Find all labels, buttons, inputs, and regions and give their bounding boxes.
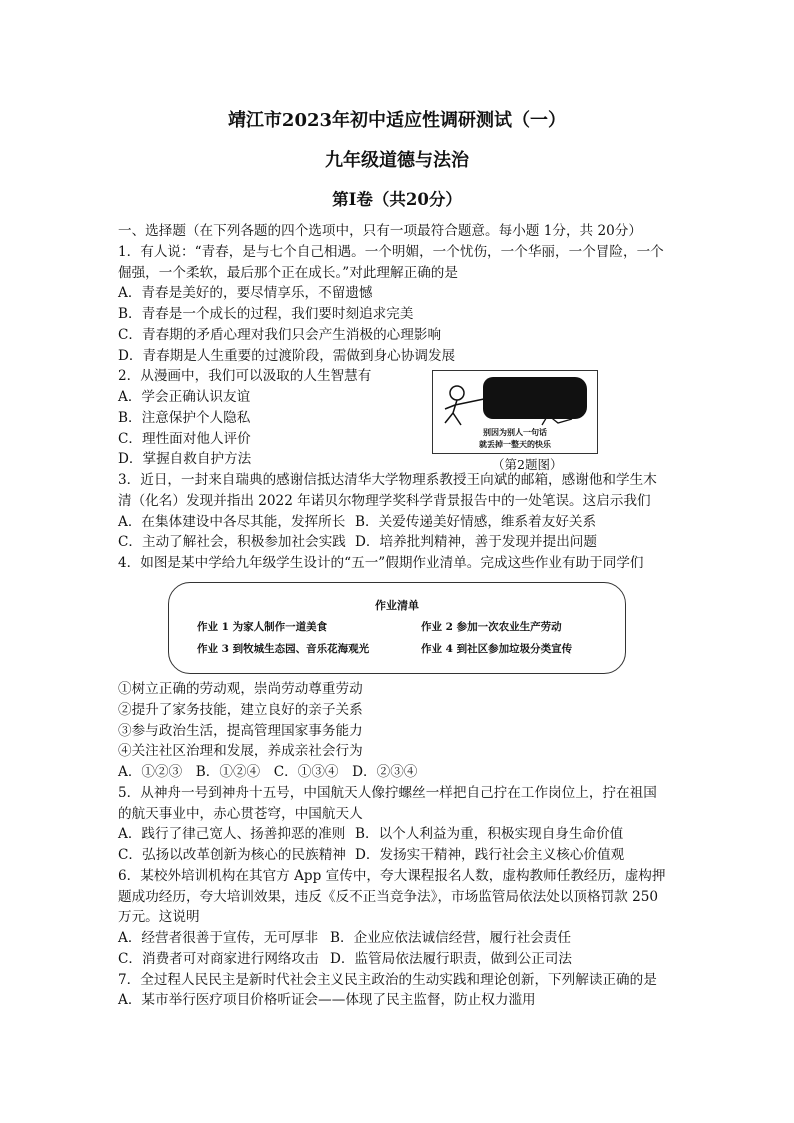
q5-option-d: D．发扬实干精神，践行社会主义核心价值观 xyxy=(355,847,625,863)
q6-options-row xyxy=(118,928,698,949)
q6-option-a: A．经营者很善于宣传，无可厚非 xyxy=(118,930,319,946)
q2-cartoon xyxy=(432,370,598,454)
homework-list-box xyxy=(168,582,626,674)
subject-title: 九年级道德与法治 xyxy=(325,150,469,171)
q2-figure-caption: （第2题图） xyxy=(492,457,563,472)
section-heading: 一、选择题（在下列各题的四个选项中，只有一项最符合题意。每小题 1分，共 20分） xyxy=(118,223,642,239)
q1-option-c: C．青春期的矛盾心理对我们只会产生消极的心理影响 xyxy=(118,326,442,343)
q6-options-row xyxy=(118,949,698,970)
q2-option-a: A．学会正确认识友谊 xyxy=(118,389,251,405)
q5-option-c: C．弘扬以改革创新为核心的民族精神 xyxy=(118,847,346,863)
q1-stem: 倔强，一个柔软，最后那个正在成长。”对此理解正确的是 xyxy=(118,264,458,281)
q4-statement-4: ④关注社区治理和发展，养成亲社会行为 xyxy=(118,743,363,760)
q3-options-row xyxy=(118,532,698,553)
q3-option-b: B．关爱传递美好情感，维系着友好关系 xyxy=(355,513,597,530)
homework-item: 作业 1 为家人制作一道美食 xyxy=(197,621,328,633)
q3-option-a: A．在集体建设中各尽其能，发挥所长 xyxy=(118,513,346,530)
q1-option-a: A．青春是美好的，要尽情享乐，不留遗憾 xyxy=(118,285,373,302)
q4-options: A．①②③ B．①②④ C．①③④ D．②③④ xyxy=(118,764,418,780)
q1-stem: 1．有人说：“青春，是与七个自己相遇。一个明媚，一个忧伤，一个华丽，一个冒险，一个 xyxy=(118,243,664,260)
q7-stem: 7．全过程人民民主是新时代社会主义民主政治的生动实践和理论创新，下列解读正确的是 xyxy=(118,971,657,988)
q3-stem: 清（化名）发现并指出 2022 年诺贝尔物理学奖科学背景报告中的一处笔误。这启示我们 xyxy=(118,492,651,509)
q6-stem: 万元。这说明 xyxy=(118,909,200,926)
q5-options-row xyxy=(118,824,698,845)
q6-stem: 题成功经历，夸大培训效果，违反《反不正当竞争法》，市场监管局依法处以顶格罚款 250 xyxy=(118,888,659,905)
q3-stem: 3．近日，一封来自瑞典的感谢信抵达清华大学物理系教授王向斌的邮箱，感谢他和学生木 xyxy=(118,472,657,488)
q6-option-d: D．监管局依法履行职责，做到公正司法 xyxy=(330,950,572,967)
q6-option-c: C．消费者可对商家进行网络攻击 xyxy=(118,950,319,967)
q2-stem: 2．从漫画中，我们可以汲取的人生智慧有 xyxy=(118,368,372,385)
homework-item: 作业 2 参加一次农业生产劳动 xyxy=(421,621,562,633)
cartoon-caption-line: 就丢掉一整天的快乐 xyxy=(479,439,551,449)
q1-option-b: B．青春是一个成长的过程，我们要时刻追求完美 xyxy=(118,306,414,322)
q4-statement-2: ②提升了家务技能，建立良好的亲子关系 xyxy=(118,701,363,718)
q6-stem: 6．某校外培训机构在其官方 App 宣传中，夸大课程报名人数，虚构教师任教经历，虚构押 xyxy=(118,867,666,884)
q2-option-d: D．掌握自救自护方法 xyxy=(118,451,252,468)
part-title: 第Ⅰ卷（共20分） xyxy=(332,190,462,209)
homework-list-title: 作业清单 xyxy=(375,599,419,612)
homework-item: 作业 4 到社区参加垃圾分类宣传 xyxy=(421,643,573,655)
q5-option-b: B．以个人利益为重，积极实现自身生命价值 xyxy=(355,826,624,843)
homework-item: 作业 3 到牧城生态园、音乐花海观光 xyxy=(197,643,370,655)
q4-stem: 4．如图是某中学给九年级学生设计的“五一”假期作业清单。完成这些作业有助于同学们 xyxy=(118,555,644,571)
q3-option-d: D．培养批判精神，善于发现并提出问题 xyxy=(355,534,597,551)
q7-option-a: A．某市举行医疗项目价格听证会——体现了民主监督，防止权力滥用 xyxy=(118,992,536,1009)
q5-stem: 5．从神舟一号到神舟十五号，中国航天人像拧螺丝一样把自己拧在工作岗位上，拧在祖国 xyxy=(118,784,657,801)
questions-block-2 xyxy=(118,679,698,1011)
exam-title: 靖江市2023年初中适应性调研测试（一） xyxy=(227,110,567,131)
cartoon-caption-line: 别因为别人一句话 xyxy=(483,427,547,437)
q2-option-b: B．注意保护个人隐私 xyxy=(118,409,251,426)
q2-option-c: C．理性面对他人评价 xyxy=(118,430,251,447)
q5-option-a: A．践行了律己宽人、扬善抑恶的准则 xyxy=(118,826,346,843)
q3-option-c: C．主动了解社会，积极参加社会实践 xyxy=(118,534,346,551)
q3-options-row xyxy=(118,512,698,533)
q6-option-b: B．企业应依法诚信经营，履行社会责任 xyxy=(330,930,572,946)
q1-option-d: D．青春期是人生重要的过渡阶段，需做到身心协调发展 xyxy=(118,347,456,364)
q5-stem: 的航天事业中，赤心贯苍穹，中国航天人 xyxy=(118,805,363,822)
q4-statement-3: ③参与政治生活，提高管理国家事务能力 xyxy=(118,722,363,739)
q5-options-row xyxy=(118,845,698,866)
q4-statement-1: ①树立正确的劳动观，崇尚劳动尊重劳动 xyxy=(118,681,363,697)
questions-block-1 xyxy=(118,221,698,574)
